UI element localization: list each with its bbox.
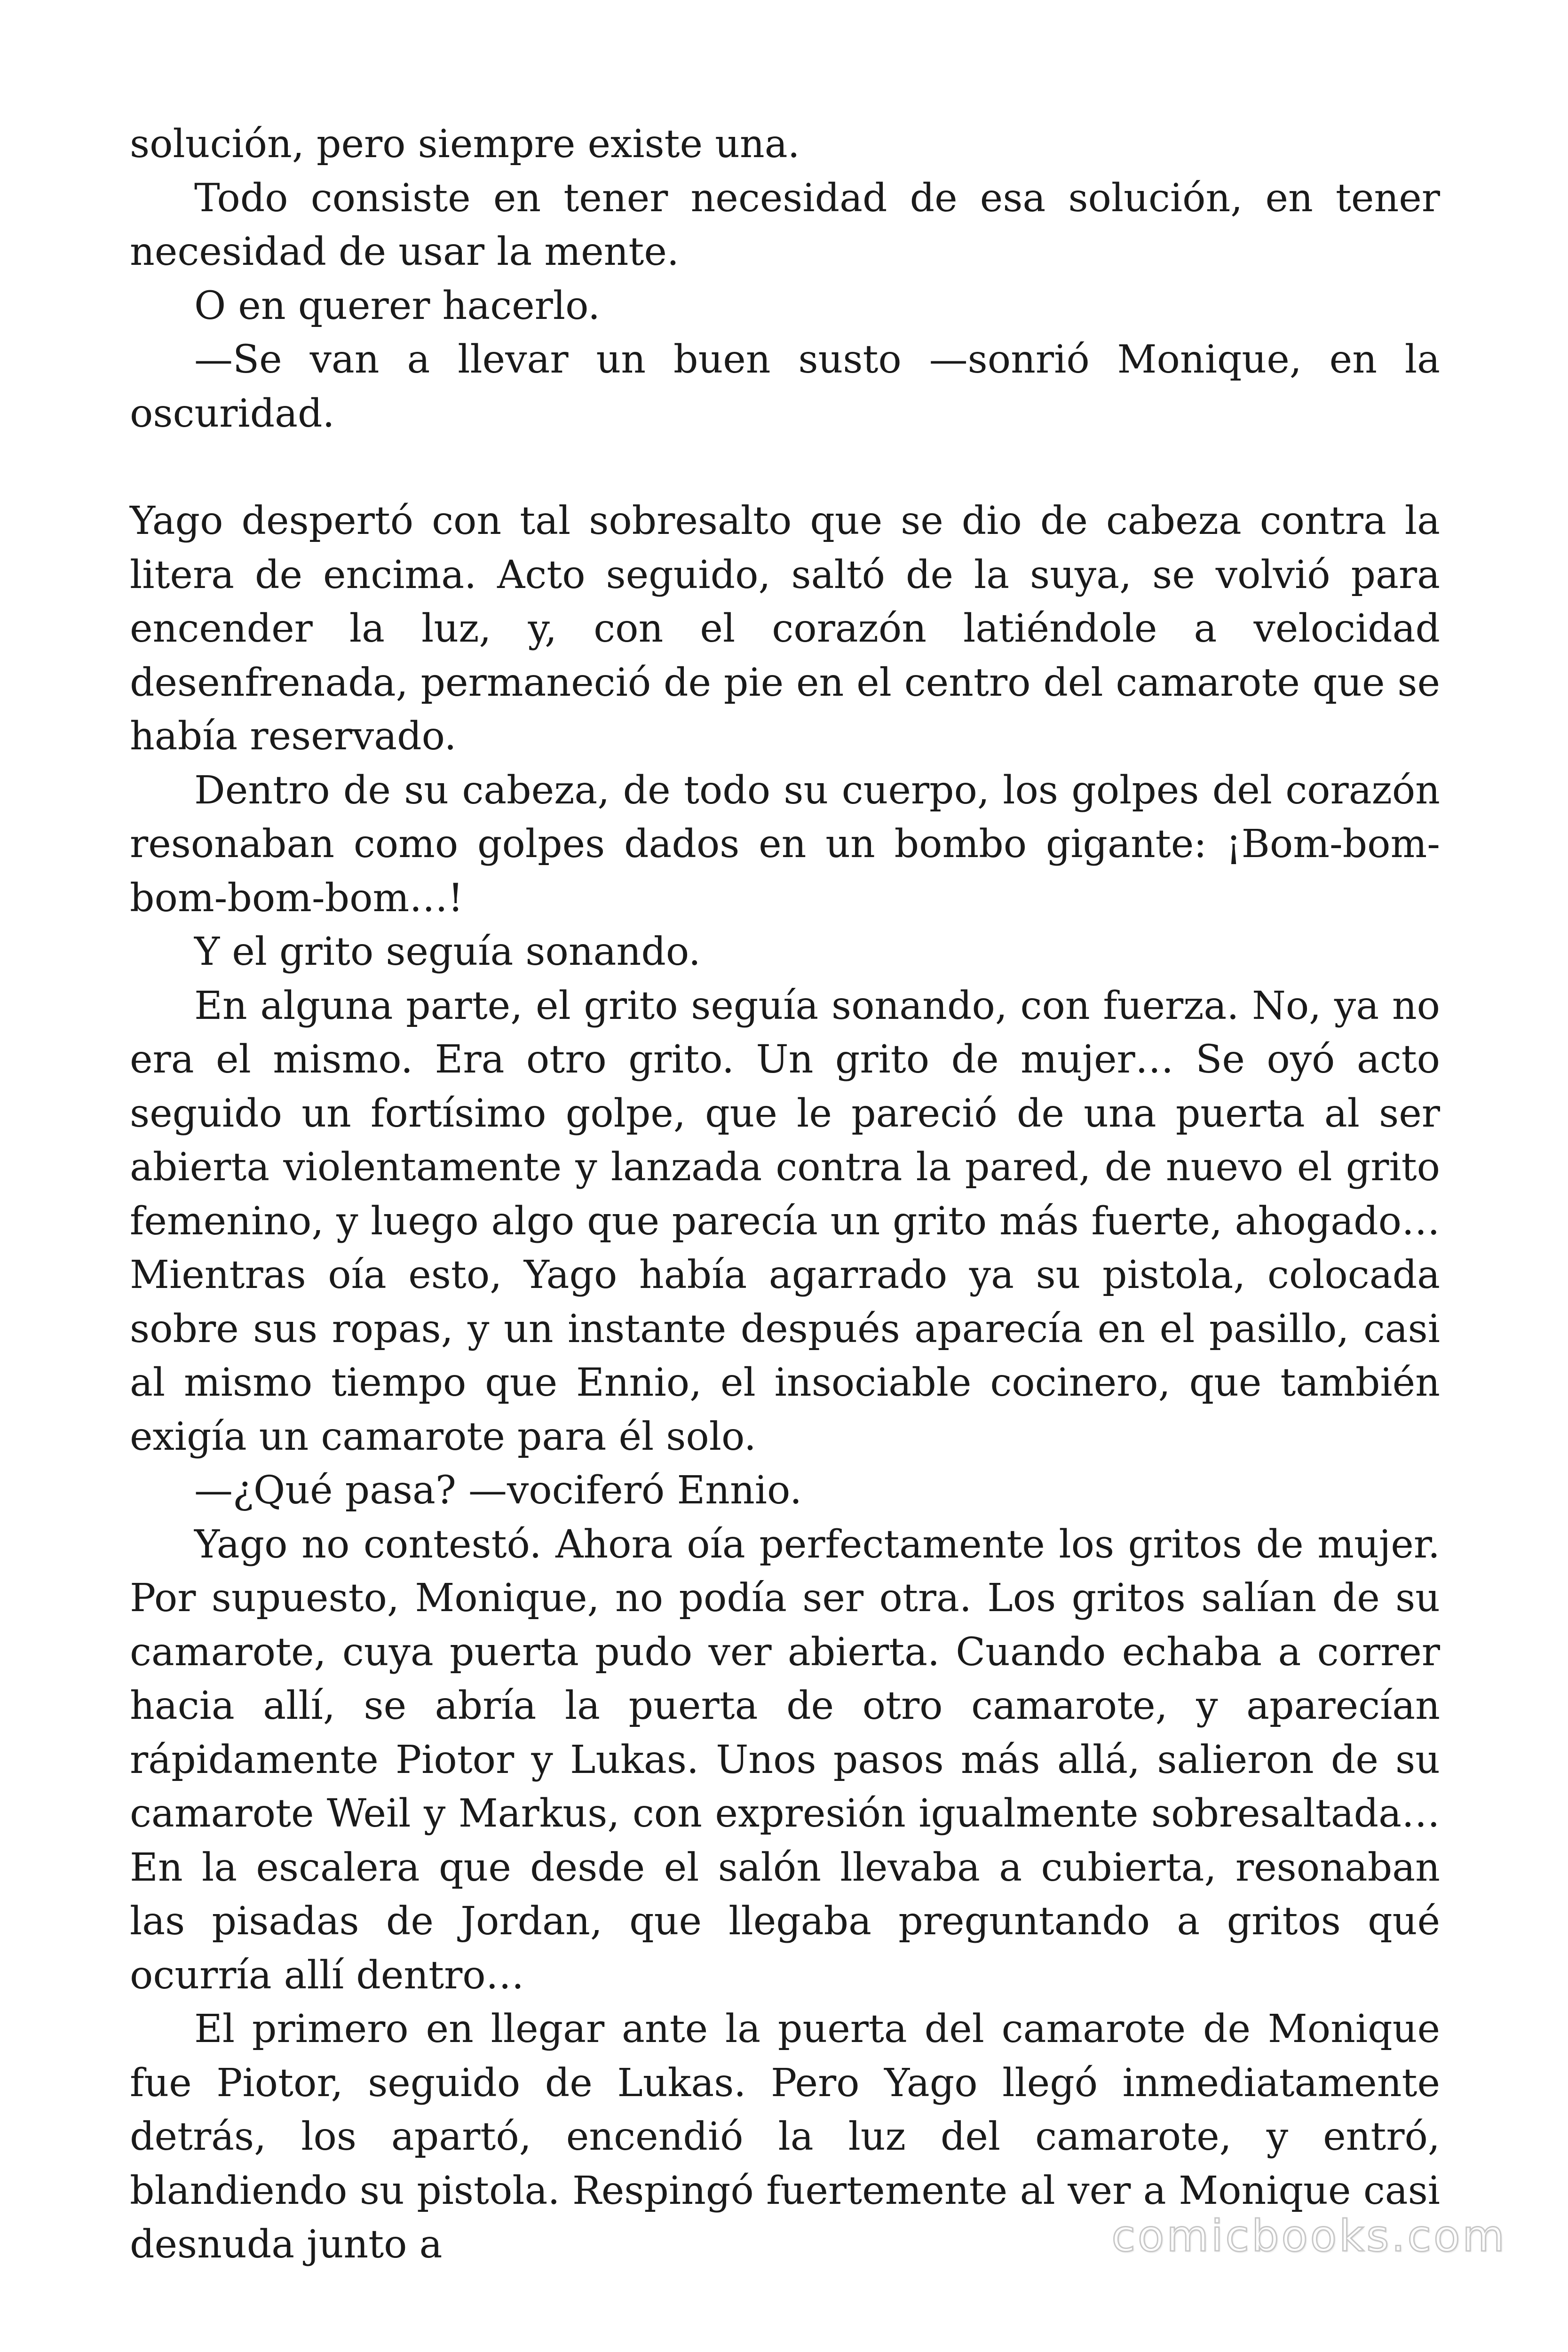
paragraph-10: Yago no contestó. Ahora oía perfectamente los gritos de mujer. Por supuesto, Monique, no podía ser otra. Los gritos salían de su camarote, cuya puerta pudo ver abierta. Cuando echaba a correr hacia allí, se abría la puerta de otro camarote, y aparecían rápidamente Piotor y Lukas. Unos pasos más allá, salieron de su camarote Weil y Markus, con expresión igualmente sobresaltada… En la escalera que desde el salón llevaba a cubierta, resonaban las pisadas de Jordan, que llegaba preguntando a gritos qué ocurría allí dentro… [130, 1522, 1440, 1998]
paragraph-1: solución, pero siempre existe una. [130, 122, 800, 167]
watermark: comicbooks.com [1111, 2211, 1507, 2261]
paragraph-11: El primero en llegar ante la puerta del camarote de Monique fue Piotor, seguido de Lukas. Pero Yago llegó inmediatamente detrás, los apartó, encendió la luz del camarote, y entró, blandiendo su pistola. Respingó fuertemente al ver a Monique casi desnuda junto a [130, 2007, 1440, 2267]
page-text [130, 118, 1440, 2272]
paragraph-9: —¿Qué pasa? —vociferó Ennio. [194, 1468, 802, 1513]
paragraph-5: Yago despertó con tal sobresalto que se dio de cabeza contra la litera de encima. Acto seguido, saltó de la suya, se volvió para encender la luz, y, con el corazón latiéndole a velocidad desenfrenada, permaneció de pie en el centro del camarote que se había reservado. [130, 499, 1440, 759]
paragraph-4: —Se van a llevar un buen susto —sonrió Monique, en la oscuridad. [130, 337, 1440, 436]
paragraph-2: Todo consiste en tener necesidad de esa solución, en tener necesidad de usar la mente. [130, 175, 1440, 274]
paragraph-7: Y el grito seguía sonando. [194, 930, 701, 974]
section-break [130, 441, 1440, 494]
paragraph-8: En alguna parte, el grito seguía sonando, con fuerza. No, ya no era el mismo. Era otro grito. Un grito de mujer… Se oyó acto seguido un fortísimo golpe, que le pareció de una puerta al ser abierta violentamente y lanzada contra la pared, de nuevo el grito femenino, y luego algo que parecía un grito más fuerte, ahogado… Mientras oía esto, Yago había agarrado ya su pistola, colocada sobre sus ropas, y un instante después aparecía en el pasillo, casi al mismo tiempo que Ennio, el insociable cocinero, que también exigía un camarote para él solo. [130, 983, 1440, 1459]
paragraph-3: O en querer hacerlo. [194, 283, 601, 328]
paragraph-6: Dentro de su cabeza, de todo su cuerpo, los golpes del corazón resonaban como golpes dados en un bombo gigante: ¡Bom-bom-bom-bom-bom…! [130, 768, 1440, 921]
